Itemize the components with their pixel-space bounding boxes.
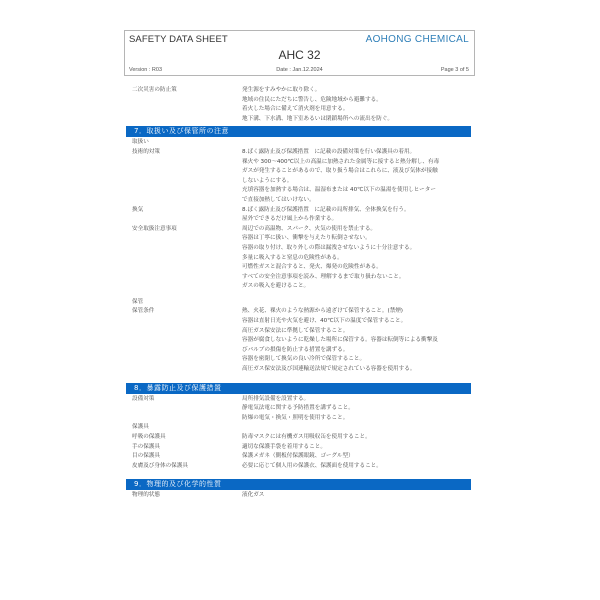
row-hand-protection [124,443,475,453]
row-label: 安全取扱注意事項 [132,225,177,232]
value-line: 静電気法電に関する予防措置を講ずること。 [242,405,354,412]
value-line: 容器は直射日光や火気を避け、40℃以下の温度で保管すること。 [242,318,407,325]
value-line: 可燃性ガスと混合すると、発火、爆発の危険性がある。 [242,264,382,271]
row-value: 防毒マスクには有機ガス用吸収缶を使用すること。 [242,434,371,440]
value-line: 容器を密閉して換気の良い冷所で保管すること。 [242,356,366,363]
section-7-header: 7．取扱い及び保管所の注意 [126,126,471,137]
ppe-heading: 保護具 [132,424,149,431]
doc-title: SAFETY DATA SHEET [129,34,228,45]
row-label: 保管条件 [132,308,155,315]
value-line: 容器が腐食しないように乾燥した場所に保管する。容器は転倒等による衝撃及 [242,337,438,344]
row-label: 設備対策 [132,395,155,402]
value-line: ガスの吸入を避けること。 [242,283,310,290]
value-line: 地下溝、下水溝、地下室あるいは閉鎖場所への流出を防ぐ。 [242,115,393,122]
sds-page [124,30,475,499]
value-line: しないようにする。 [242,177,293,184]
document-content [124,86,475,501]
row-secondary-disaster-prevention [124,86,475,124]
value-line: 局所排気設備を設置する。 [242,395,310,402]
row-value [242,148,475,206]
handling-heading: 取扱い [132,139,149,146]
row-value [242,206,475,225]
row-skin-body-protection [124,462,475,472]
spacer [124,375,475,381]
row-value: 液化ガス [242,492,265,499]
value-line: で直接加熱してはいけない。 [242,196,315,203]
row-value: 保護メガネ（側板付保護眼鏡、ゴーグル型） [242,453,354,460]
row-value [242,395,475,424]
row-label: 手の保護具 [132,443,160,450]
value-line: 容器は丁寧に扱い、衝撃を与えたり転倒させない。 [242,235,371,242]
value-line: 8.ばく露防止及び保護措置 に記載の局所排気、全体換気を行う。 [242,206,410,213]
storage-heading: 保管 [132,298,144,305]
value-line: 8.ばく露防止及び保護措置 に記載の設備対策を行い保護具の着用。 [242,148,416,155]
page-indicator: Page 3 of 5 [440,67,469,73]
value-line: 着火した場合に備えて消火剤を用意する。 [242,106,349,113]
section-9-header: 9．物理的及び化学的性質 [126,479,471,490]
row-label: 目の保護具 [132,453,160,460]
row-label: 皮膚及び身体の保護具 [132,462,188,469]
row-value [242,225,475,292]
value-line: 発生源をすみやかに取り除く。 [242,87,321,93]
row-value: 必要に応じて個人用の保護衣、保護面を使用すること。 [242,462,382,469]
row-label: 呼吸の保護具 [132,434,166,440]
row-technical-measures [124,148,475,206]
row-safe-handling [124,225,475,292]
row-label: 換気 [132,206,144,213]
value-line: 高圧ガス保安法及び国連輸送法規で規定されている容器を使用する。 [242,366,416,373]
value-line: びバルブの損傷を防止する措置を講ずる。 [242,346,349,353]
value-line: 多量に吸入すると窒息の危険性がある。 [242,254,343,261]
value-line: すべての安全注意事項を読み、理解するまで取り扱わないこと。 [242,273,405,280]
value-line: ガスが発生することがあるので、取り扱う場合はこれらに、液及び気体が接触 [242,168,438,175]
value-line: 充填容器を加熱する場合は、温湿布または 40℃以下の温湯を使用しヒーター [242,187,436,194]
spacer [124,471,475,477]
row-value [242,307,475,374]
row-respiratory-protection [124,433,475,443]
row-value: 適切な保護手袋を着用すること。 [242,443,326,450]
version-label: Version : R03 [129,67,163,73]
row-label: 技術的対策 [132,148,160,155]
value-line: 高圧ガス保安法に準拠して保管すること。 [242,327,349,334]
document-header [124,30,475,76]
value-line: 周辺での高温物、スパーク、火気の使用を禁止する。 [242,225,377,232]
row-storage-conditions [124,307,475,374]
product-name: AHC 32 [278,48,321,62]
row-eye-protection [124,452,475,462]
value-line: 熱、火花、裸火のような熱源から遠ざけて保管すること。(禁煙) [242,308,403,315]
company-name: AOHONG CHEMICAL [365,34,469,45]
row-label: 物理的状態 [132,492,160,499]
value-line: 防爆の電気・換気・照明を使用すること。 [242,414,349,421]
row-physical-state [124,491,475,501]
value-line: 裸火や 300～400℃以上の高温に加熱された金属等に接すると熱分解し、有毒 [242,158,440,165]
value-line: 地域の住民にただちに警告し、危険地域から避難する。 [242,96,382,103]
section-8-header: 8．暴露防止及び保護措置 [126,383,471,394]
row-label: 二次災害の防止策 [132,87,177,93]
date-label: Date : Jan.12.2024 [276,67,323,73]
value-line: 屋外でできるだけ風上から作業する。 [242,216,338,223]
row-value [242,86,475,124]
value-line: 容器の取り付け、取り外しの際は漏洩させないように十分注意する。 [242,244,416,251]
row-equipment-measures [124,395,475,424]
row-ventilation [124,206,475,225]
